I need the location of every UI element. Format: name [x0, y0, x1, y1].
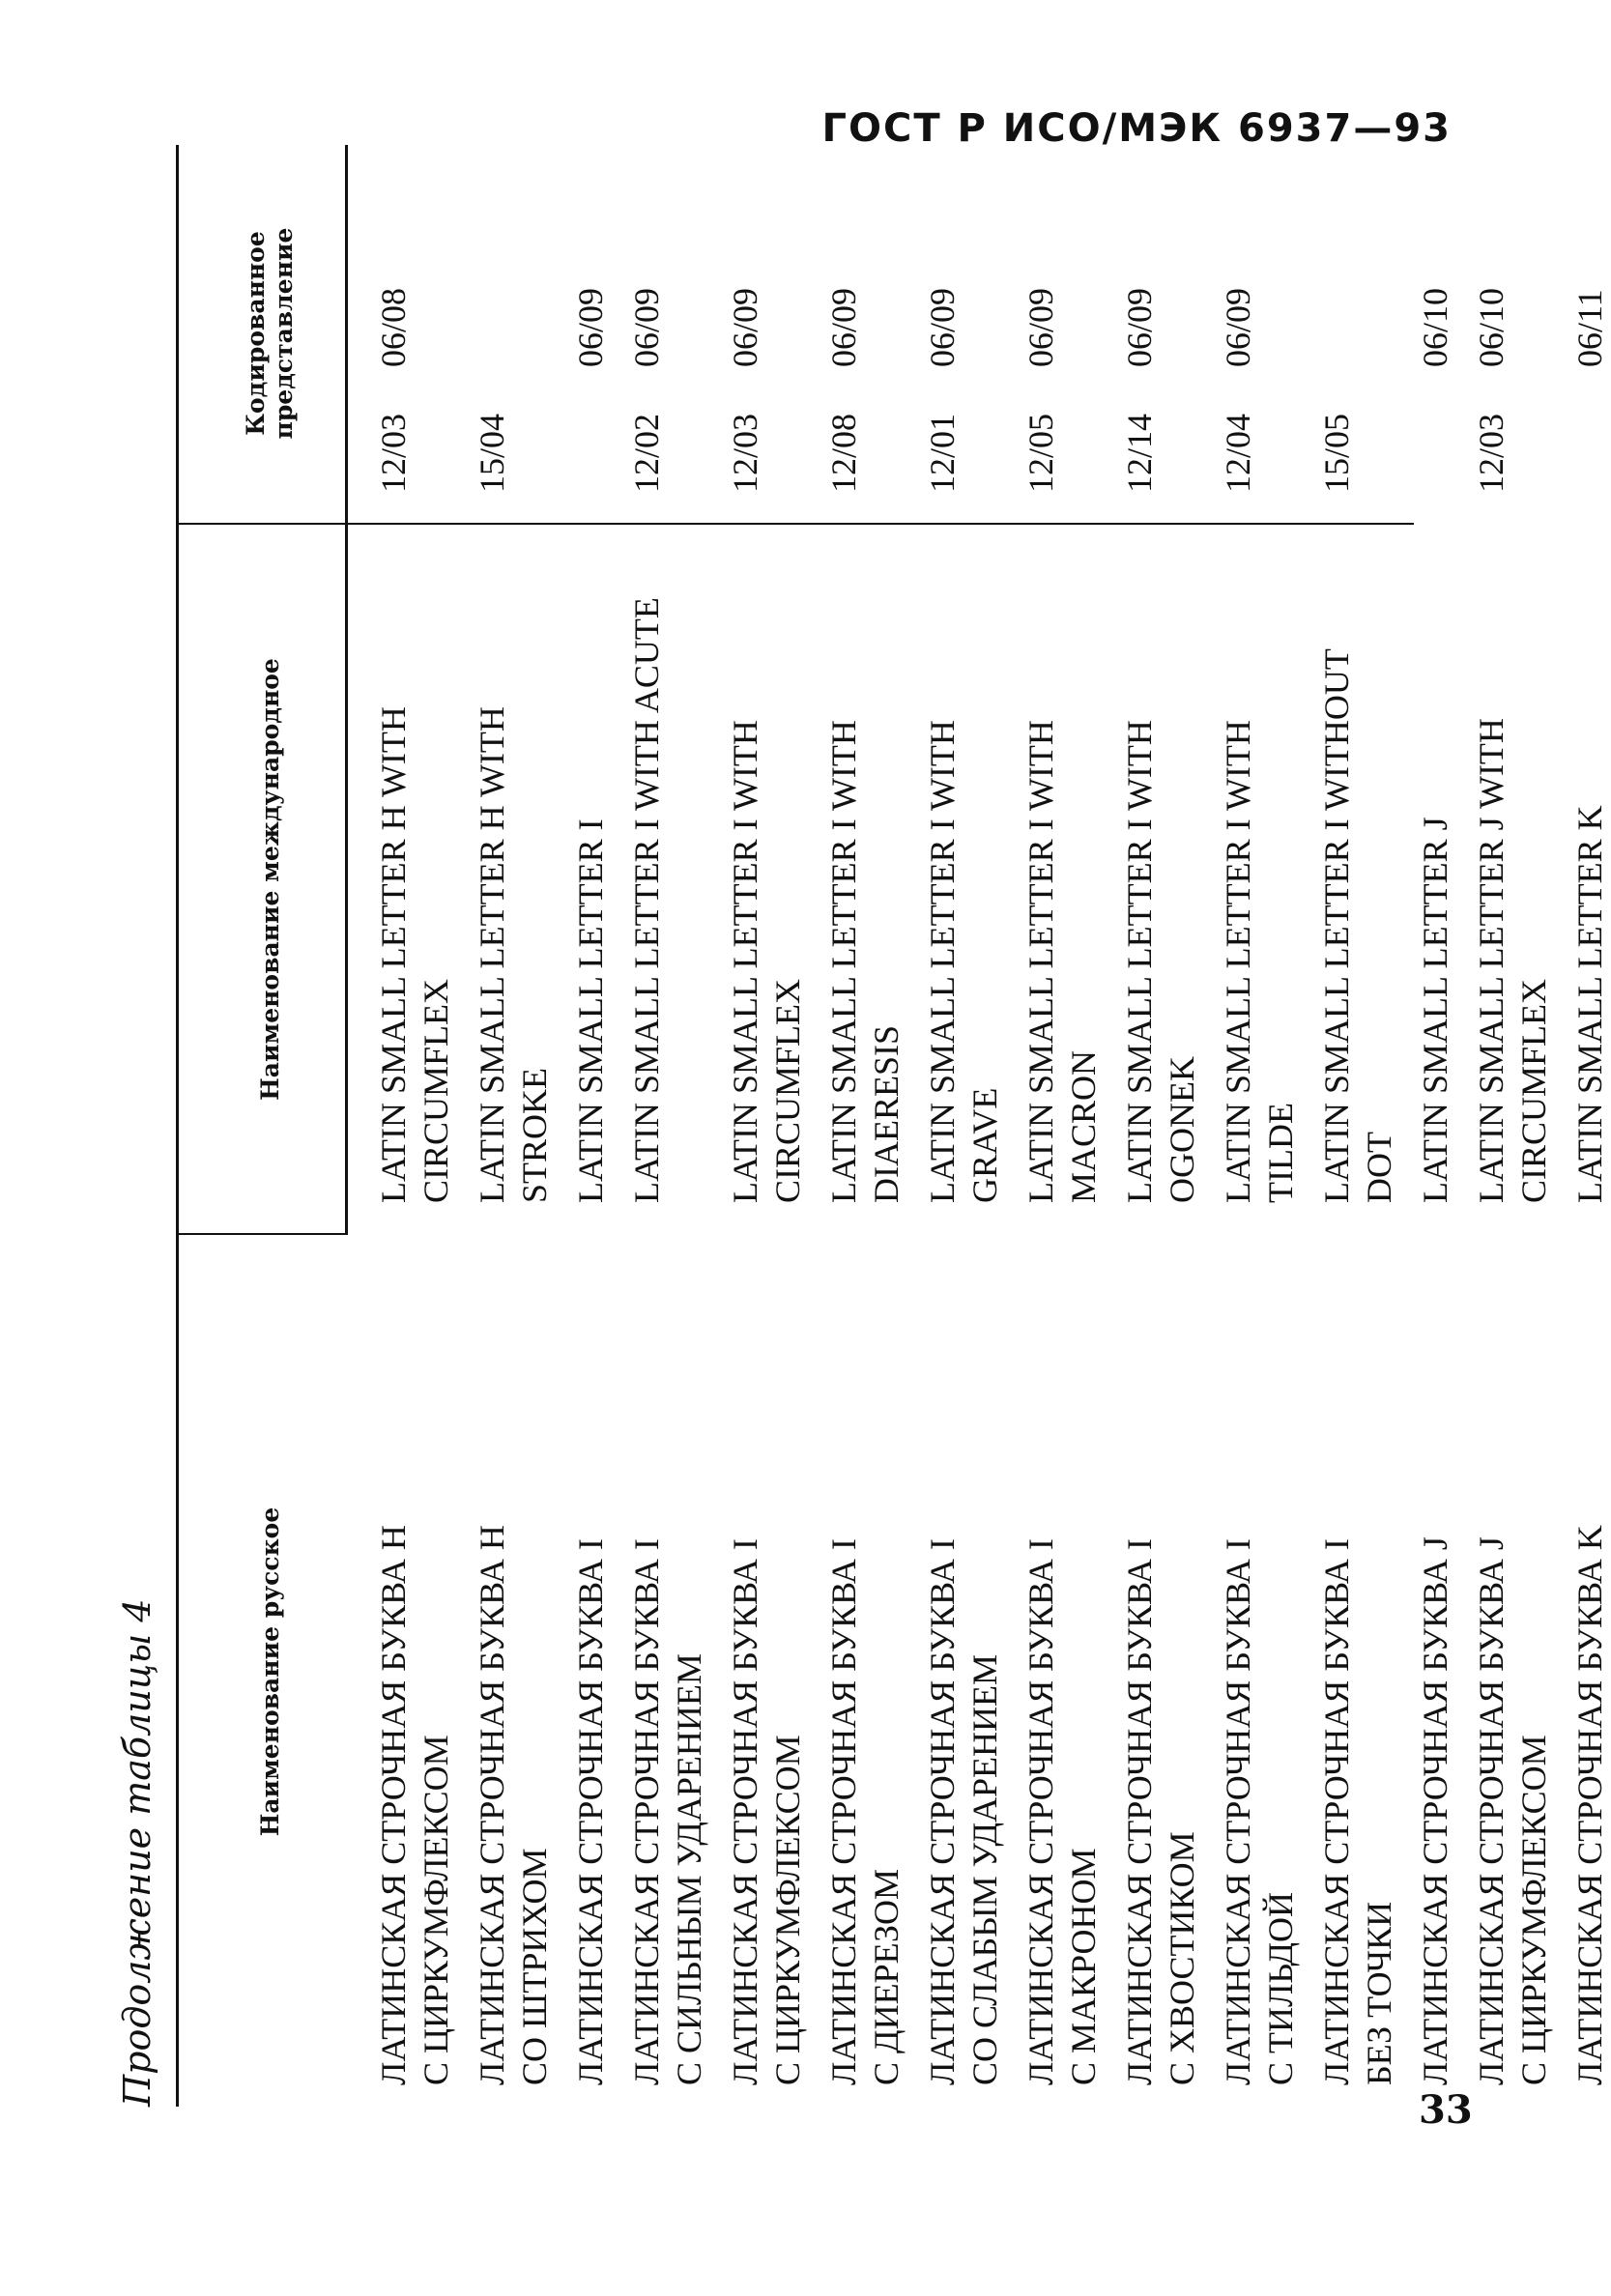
cell-code	[1414, 145, 1456, 493]
code-byte-1: 12/03	[726, 413, 764, 493]
cell-code	[1315, 145, 1358, 493]
cell-russian-name: ЛАТИНСКАЯ СТРОЧНАЯ БУКВА I С СИЛЬНЫМ УДАРЕНИЕМ	[627, 1538, 708, 2085]
cell-international-name: LATIN SMALL LETTER J	[1416, 817, 1454, 1203]
cell-code	[471, 145, 513, 493]
column-header-code: Кодированное представление	[242, 227, 298, 440]
cell-code	[569, 145, 612, 493]
code-byte-2: 06/08	[374, 287, 413, 367]
code-byte-2: 06/09	[923, 287, 962, 367]
table-row	[372, 145, 457, 2107]
code-byte-2	[1315, 251, 1358, 367]
code-byte-2	[471, 251, 513, 367]
code-byte-2: 06/10	[1416, 287, 1454, 367]
cell-russian-name: ЛАТИНСКАЯ СТРОЧНАЯ БУКВА J С ЦИРКУМФЛЕКСОМ	[1472, 1536, 1553, 2085]
rotated-table-area	[116, 135, 1609, 2107]
code-byte-1: 12/04	[1219, 413, 1257, 493]
code-byte-2: 06/11	[1570, 289, 1609, 367]
cell-international-name: LATIN SMALL LETTER H WITH STROKE	[473, 706, 554, 1203]
cell-international-name: LATIN SMALL LETTER H WITH CIRCUMFLEX	[374, 706, 455, 1203]
cell-russian-name: ЛАТИНСКАЯ СТРОЧНАЯ БУКВА I БЕЗ ТОЧКИ	[1317, 1538, 1398, 2085]
cell-russian-name: ЛАТИНСКАЯ СТРОЧНАЯ БУКВА K	[1570, 1525, 1609, 2085]
table-row	[1118, 145, 1203, 2107]
cell-international-name: LATIN SMALL LETTER J WITH CIRCUMFLEX	[1472, 718, 1553, 1203]
cell-russian-name: ЛАТИНСКАЯ СТРОЧНАЯ БУКВА I С ХВОСТИКОМ	[1120, 1538, 1201, 2085]
code-byte-1	[1568, 367, 1611, 493]
table-row	[1470, 145, 1555, 2107]
cell-russian-name: ЛАТИНСКАЯ СТРОЧНАЯ БУКВА H СО ШТРИХОМ	[473, 1525, 554, 2085]
code-byte-2: 06/10	[1472, 287, 1510, 367]
cell-international-name: LATIN SMALL LETTER K	[1570, 805, 1609, 1203]
table-row	[625, 145, 710, 2107]
code-byte-1: 12/05	[1021, 413, 1060, 493]
cell-russian-name: ЛАТИНСКАЯ СТРОЧНАЯ БУКВА I С ЦИРКУМФЛЕКСОМ	[726, 1538, 807, 2085]
code-byte-1: 15/05	[1317, 413, 1356, 493]
code-byte-2: 06/09	[571, 287, 610, 367]
code-byte-2: 06/09	[1021, 287, 1060, 367]
cell-russian-name: ЛАТИНСКАЯ СТРОЧНАЯ БУКВА J	[1416, 1536, 1454, 2085]
table-row	[822, 145, 907, 2107]
cell-international-name: LATIN SMALL LETTER I	[571, 818, 610, 1203]
cell-international-name: LATIN SMALL LETTER I WITH CIRCUMFLEX	[726, 720, 807, 1203]
code-byte-1: 12/03	[374, 413, 413, 493]
code-byte-1: 12/01	[923, 413, 962, 493]
code-byte-1	[1414, 367, 1456, 493]
table-row	[569, 145, 612, 2107]
code-byte-2: 06/09	[627, 287, 666, 367]
code-byte-1: 12/02	[627, 413, 666, 493]
table-row	[921, 145, 1006, 2107]
cell-code	[724, 145, 766, 493]
code-byte-1	[569, 367, 612, 493]
table-row	[1217, 145, 1302, 2107]
cell-international-name: LATIN SMALL LETTER I WITHOUT DOT	[1317, 648, 1398, 1203]
cell-code	[1020, 145, 1062, 493]
code-byte-1: 12/08	[824, 413, 863, 493]
cell-russian-name: ЛАТИНСКАЯ СТРОЧНАЯ БУКВА H С ЦИРКУМФЛЕКСОМ	[374, 1525, 455, 2085]
table-row	[1020, 145, 1105, 2107]
cell-code	[822, 145, 865, 493]
cell-code	[921, 145, 964, 493]
cell-code	[1217, 145, 1259, 493]
cell-international-name: LATIN SMALL LETTER I WITH DIAERESIS	[824, 720, 906, 1203]
page-number: 33	[1419, 2087, 1473, 2133]
code-byte-1: 12/03	[1472, 413, 1510, 493]
cell-code	[1568, 145, 1611, 493]
cell-russian-name: ЛАТИНСКАЯ СТРОЧНАЯ БУКВА I	[571, 1538, 610, 2085]
cell-code	[625, 145, 668, 493]
table-caption: Продолжение таблицы 4	[116, 1598, 158, 2107]
cell-international-name: LATIN SMALL LETTER I WITH TILDE	[1219, 720, 1300, 1203]
cell-international-name: LATIN SMALL LETTER I WITH ACUTE	[627, 597, 666, 1203]
code-byte-1: 15/04	[473, 413, 511, 493]
character-table	[176, 145, 1609, 2107]
code-byte-2: 06/09	[1219, 287, 1257, 367]
table-row	[471, 145, 556, 2107]
cell-code	[1470, 145, 1512, 493]
table-row	[1414, 145, 1456, 2107]
header-rule	[345, 145, 348, 1235]
column-header-international: Наименование международное	[255, 658, 284, 1101]
table-row	[724, 145, 809, 2107]
column-divider	[179, 1233, 348, 1235]
cell-international-name: LATIN SMALL LETTER I WITH GRAVE	[923, 720, 1004, 1203]
table-row	[1315, 145, 1400, 2107]
cell-international-name: LATIN SMALL LETTER I WITH MACRON	[1021, 720, 1103, 1203]
code-byte-2: 06/09	[824, 287, 863, 367]
code-byte-1: 12/14	[1120, 413, 1159, 493]
cell-russian-name: ЛАТИНСКАЯ СТРОЧНАЯ БУКВА I СО СЛАБЫМ УДАРЕНИЕМ	[923, 1538, 1004, 2085]
cell-code	[372, 145, 415, 493]
standard-header: ГОСТ Р ИСО/МЭК 6937—93	[821, 106, 1452, 151]
cell-russian-name: ЛАТИНСКАЯ СТРОЧНАЯ БУКВА I С ТИЛЬДОЙ	[1219, 1538, 1300, 2085]
table-row	[1568, 145, 1611, 2107]
column-header-russian: Наименование русское	[255, 1507, 284, 1837]
cell-russian-name: ЛАТИНСКАЯ СТРОЧНАЯ БУКВА I С МАКРОНОМ	[1021, 1538, 1103, 2085]
cell-international-name: LATIN SMALL LETTER I WITH OGONEK	[1120, 720, 1201, 1203]
cell-russian-name: ЛАТИНСКАЯ СТРОЧНАЯ БУКВА I С ДИЕРЕЗОМ	[824, 1538, 906, 2085]
code-byte-2: 06/09	[726, 287, 764, 367]
cell-code	[1118, 145, 1161, 493]
code-byte-2: 06/09	[1120, 287, 1159, 367]
